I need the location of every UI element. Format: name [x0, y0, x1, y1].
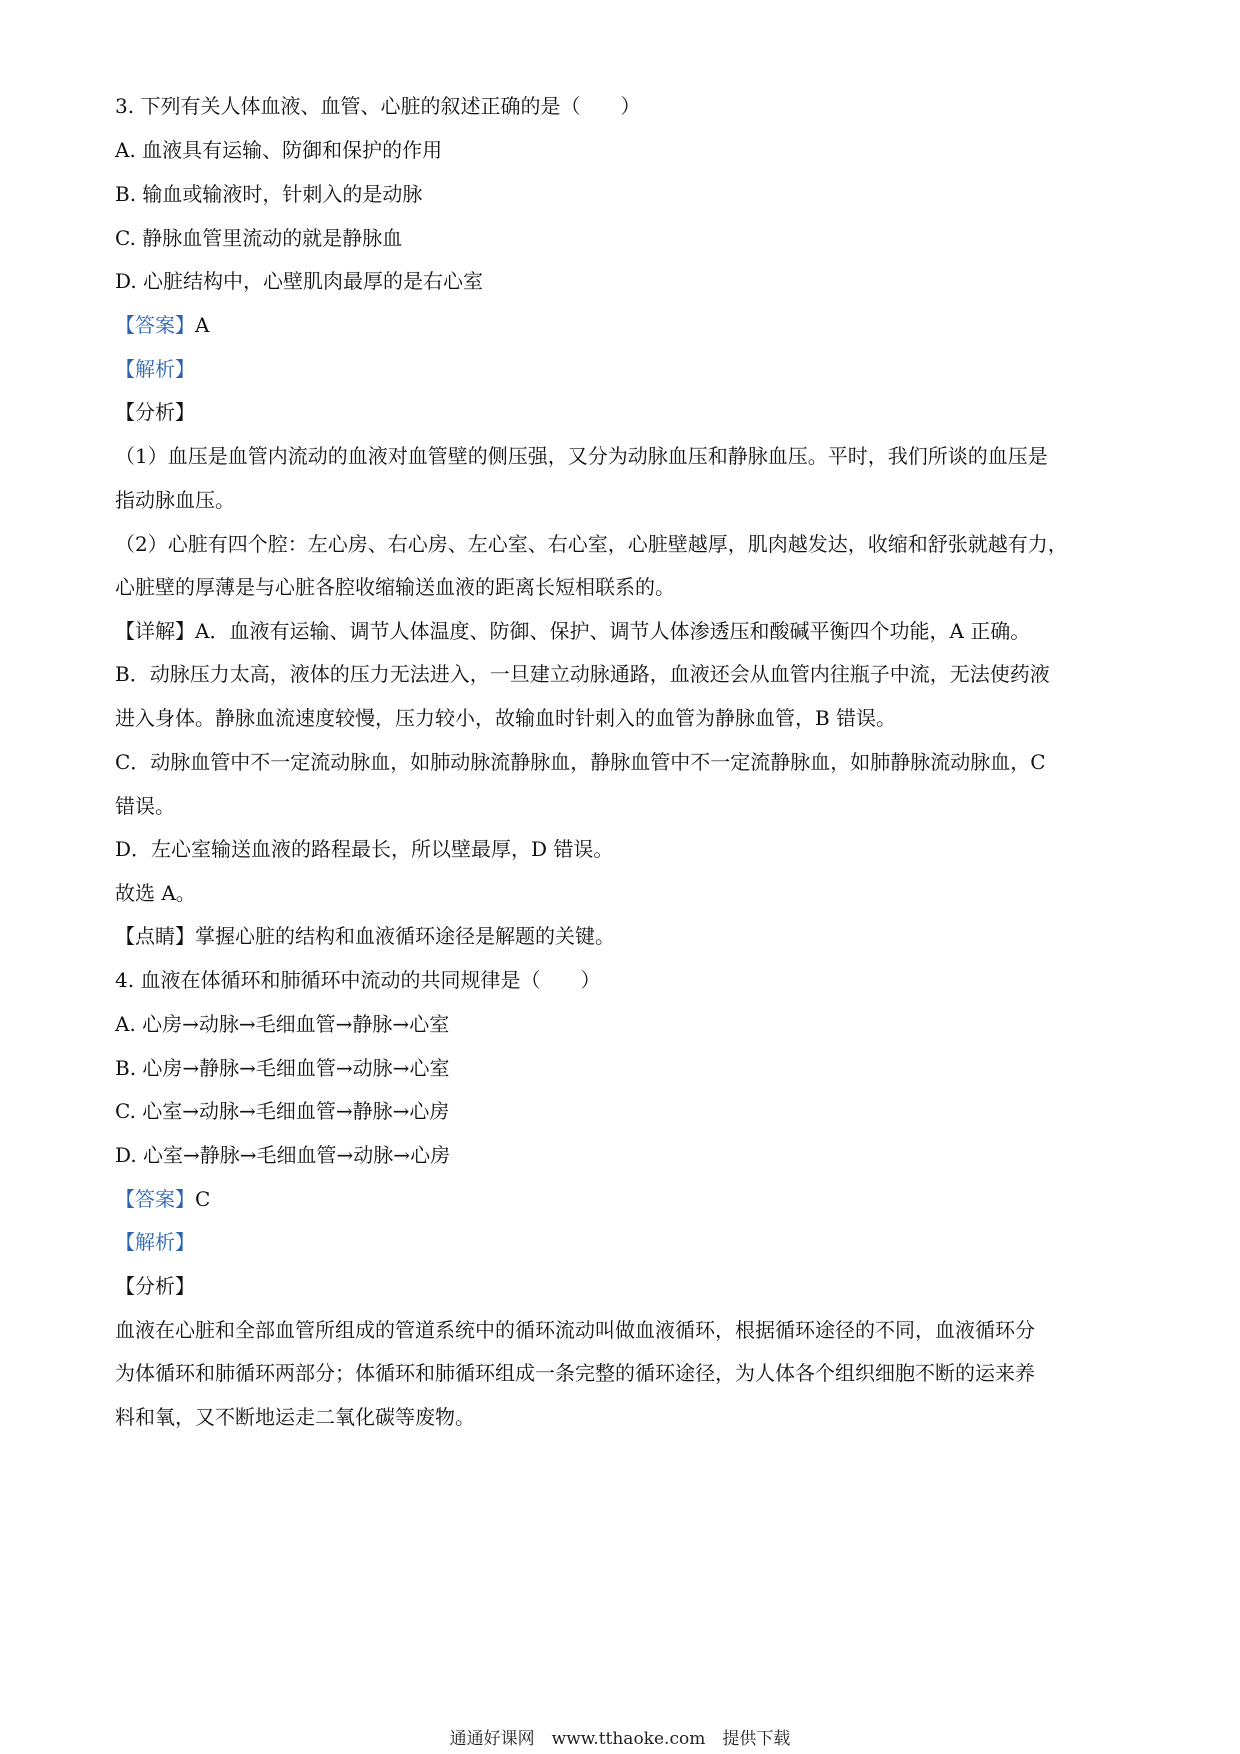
- comment-label: 【点睛】: [115, 924, 195, 948]
- answer-value: A: [195, 313, 210, 337]
- question-4-analysis-label: 【解析】: [115, 1230, 195, 1254]
- analysis-paragraph-2-line-2: 心脏壁的厚薄是与心脏各腔收缩输送血液的距离长短相联系的。: [115, 575, 675, 599]
- question-4-option-c: C. 心室→动脉→毛细血管→静脉→心房: [115, 1099, 450, 1123]
- question-4-option-a: A. 心房→动脉→毛细血管→静脉→心室: [115, 1012, 450, 1036]
- question-4-answer: [115, 1185, 1135, 1213]
- question-4-stem: 4. 血液在体循环和肺循环中流动的共同规律是（ ）: [115, 968, 601, 992]
- detail-line-1: 【详解】A．血液有运输、调节人体温度、防御、保护、调节人体渗透压和酸碱平衡四个功能，A 正确。: [115, 619, 1031, 643]
- q4-analysis-line-2: 为体循环和肺循环两部分；体循环和肺循环组成一条完整的循环途径，为人体各个组织细胞不断的运来养: [115, 1361, 1035, 1385]
- answer-label: 【答案】: [115, 1187, 195, 1211]
- detail-label: 【详解】: [115, 619, 195, 643]
- question-3-answer: [115, 311, 1135, 339]
- q4-analysis-line-1: 血液在心脏和全部血管所组成的管道系统中的循环流动叫做血液循环，根据循环途径的不同，血液循环分: [115, 1318, 1035, 1342]
- analysis-paragraph-2-line-1: （2）心脏有四个腔：左心房、右心房、左心室、右心室，心脏壁越厚，肌肉越发达，收缩和舒张就越有力，: [115, 532, 1068, 556]
- answer-label: 【答案】: [115, 313, 195, 337]
- detail-line-5: 错误。: [115, 794, 175, 818]
- q4-analysis-line-3: 料和氧，又不断地运走二氧化碳等废物。: [115, 1405, 475, 1429]
- analysis-paragraph-1-line-2: 指动脉血压。: [115, 488, 235, 512]
- question-3-option-c: C. 静脉血管里流动的就是静脉血: [115, 226, 403, 250]
- page-footer: 通通好课网 www.tthaoke.com 提供下载: [449, 1729, 791, 1749]
- question-4-option-d: D. 心室→静脉→毛细血管→动脉→心房: [115, 1143, 451, 1167]
- detail-line-6: D．左心室输送血液的路程最长，所以壁最厚，D 错误。: [115, 837, 614, 861]
- question-3-analysis-label: 【解析】: [115, 357, 195, 381]
- choose-answer-line: 故选 A。: [115, 881, 196, 905]
- detail-line-2: B．动脉压力太高，液体的压力无法进入，一旦建立动脉通路，血液还会从血管内往瓶子中流，无法使药液: [115, 662, 1050, 686]
- comment-line: 【点睛】掌握心脏的结构和血液循环途径是解题的关键。: [115, 924, 615, 948]
- detail-line-4: C．动脉血管中不一定流动脉血，如肺动脉流静脉血，静脉血管中不一定流静脉血，如肺静脉流动脉血，C: [115, 750, 1046, 774]
- question-4-option-b: B. 心房→静脉→毛细血管→动脉→心室: [115, 1056, 450, 1080]
- answer-value: C: [195, 1187, 211, 1211]
- question-3-option-d: D. 心脏结构中，心壁肌肉最厚的是右心室: [115, 269, 484, 293]
- question-3-option-a: A. 血液具有运输、防御和保护的作用: [115, 138, 443, 162]
- question-4-analysis-heading: 【分析】: [115, 1274, 195, 1298]
- question-3-analysis-heading: 【分析】: [115, 400, 195, 424]
- question-3-stem: 3. 下列有关人体血液、血管、心脏的叙述正确的是（ ）: [115, 94, 641, 118]
- analysis-paragraph-1-line-1: （1）血压是血管内流动的血液对血管壁的侧压强，又分为动脉血压和静脉血压。平时，我们所谈的血压是: [115, 444, 1048, 468]
- detail-line-3: 进入身体。静脉血流速度较慢，压力较小，故输血时针刺入的血管为静脉血管，B 错误。: [115, 706, 897, 730]
- question-3-option-b: B. 输血或输液时，针刺入的是动脉: [115, 182, 423, 206]
